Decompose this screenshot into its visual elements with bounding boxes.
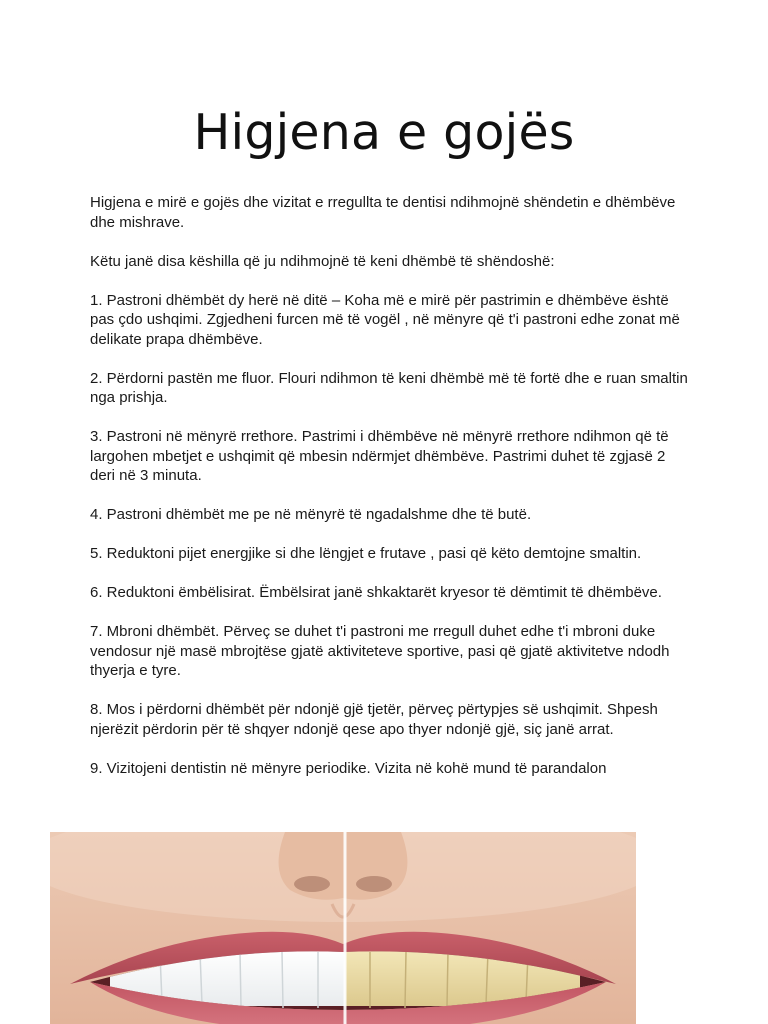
paragraph-tip-3: 3. Pastroni në mënyrë rrethore. Pastrimi i dhëmbëve në mënyrë rrethore ndihmon që të largohen mbetjet e ushqimit që mbesin ndërmjet dhëmbëve. Pastrimi duhet të zgjasë 2 deri në 3 minuta. — [90, 428, 669, 484]
page-title: Higjena e gojës — [193, 104, 575, 161]
paragraph-tip-6: 6. Reduktoni ëmbëlisirat. Ëmbëlsirat janë shkaktarët kryesor të dëmtimit të dhëmbëve. — [90, 584, 662, 601]
paragraph-tip-9: 9. Vizitojeni dentistin në mënyre periodike. Vizita në kohë mund të parandalon — [90, 759, 607, 777]
paragraph-tip-7: 7. Mbroni dhëmbët. Përveç se duhet t'i pastroni me rregull duhet edhe t'i mbroni duke vendosur një masë mbrojtëse gjatë aktiviteteve sportive, pasi që gjatë aktivitetve ndodh thyerja e tyre. — [90, 623, 670, 679]
paragraph-tip-8: 8. Mos i përdorni dhëmbët për ndonjë gjë tjetër, përveç përtypjes së ushqimit. Shpesh njerëzit përdorin për të shqyer ndonjë qese apo thyer ndonjë gjë, siç janë arrat. — [90, 701, 658, 738]
smile-photo — [50, 832, 636, 1024]
paragraph-intro: Higjena e mirë e gojës dhe vizitat e rregullta te dentisi ndihmojnë shëndetin e dhëmbëve dhe mishrave. — [90, 194, 676, 231]
paragraph-tip-2: 2. Përdorni pastën me fluor. Flouri ndihmon të keni dhëmbë më të fortë dhe e ruan smaltin nga prishja. — [90, 369, 688, 406]
paragraph-tip-1: 1. Pastroni dhëmbët dy herë në ditë – Koha më e mirë për pastrimin e dhëmbëve është pas çdo ushqimi. Zgjedheni furcen më të vogël , në mënyre që t'i pastroni edhe zonat më delikate prapa dhëmbëve. — [90, 291, 680, 348]
paragraph-tip-5: 5. Reduktoni pijet energjike si dhe lëngjet e frutave , pasi që këto demtojne smaltin. — [90, 545, 642, 562]
paragraph-tips-intro: Këtu janë disa këshilla që ju ndihmojnë të keni dhëmbë të shëndoshë: — [90, 252, 555, 270]
paragraph-tip-4: 4. Pastroni dhëmbët me pe në mënyrë të ngadalshme dhe të butë. — [90, 506, 532, 523]
body-text — [90, 193, 690, 798]
